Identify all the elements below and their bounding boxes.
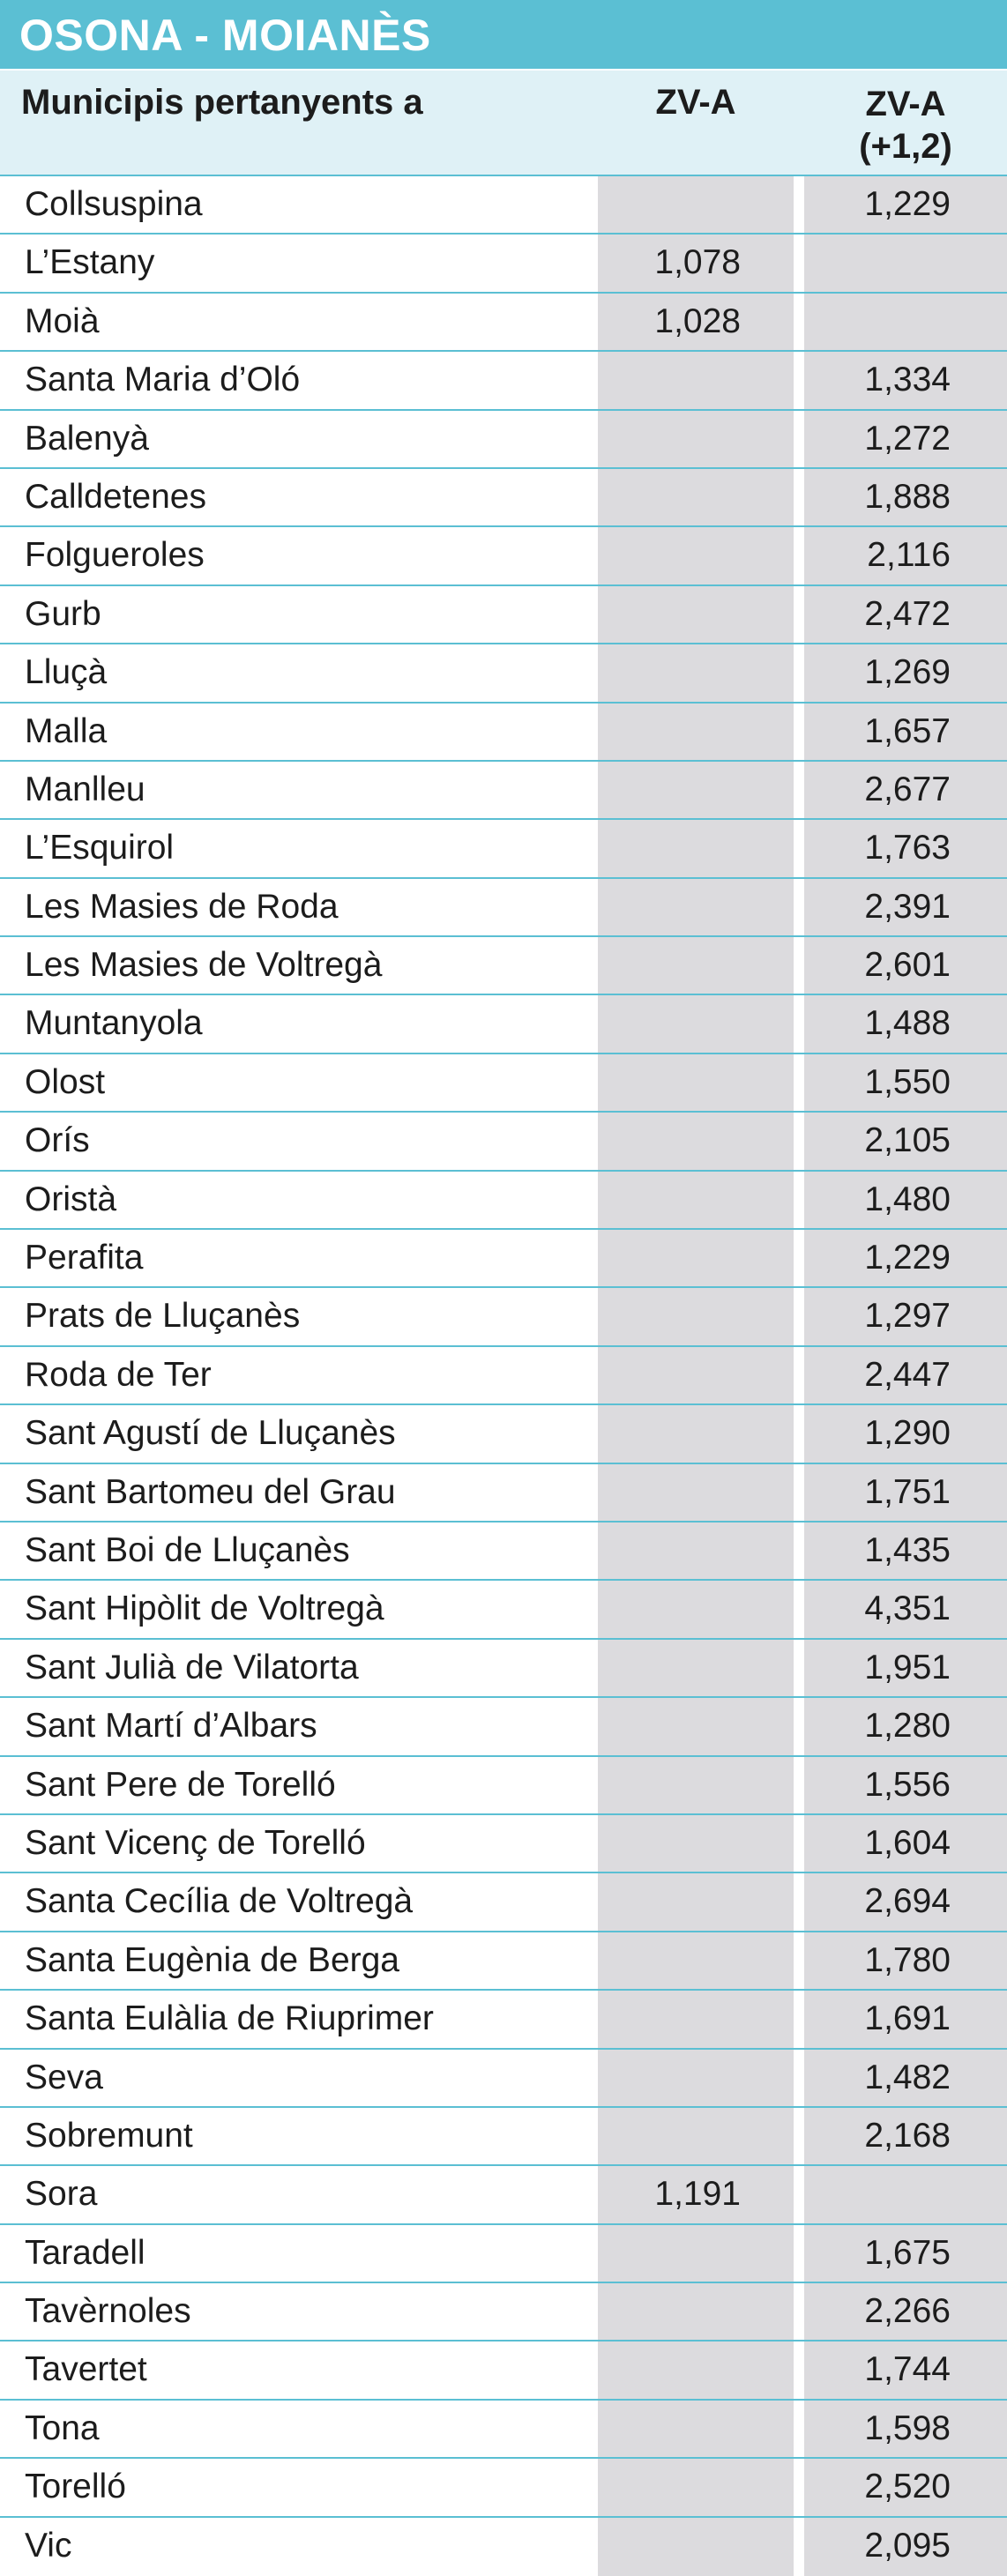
zva-plus-value: 1,691 bbox=[804, 1991, 1007, 2047]
table-row bbox=[0, 1288, 1007, 1346]
municipality-name: Sora bbox=[25, 2175, 98, 2214]
zva-plus-value: 2,391 bbox=[804, 879, 1007, 935]
zva-plus-value: 1,290 bbox=[804, 1405, 1007, 1462]
zva-plus-value: 4,351 bbox=[804, 1581, 1007, 1637]
zva-value bbox=[598, 2401, 794, 2457]
zva-plus-value: 1,297 bbox=[804, 1288, 1007, 1344]
zva-plus-value: 1,763 bbox=[804, 820, 1007, 876]
zva-plus-value: 1,550 bbox=[804, 1054, 1007, 1111]
municipality-name: Santa Cecília de Voltregà bbox=[25, 1882, 414, 1921]
zva-value bbox=[598, 352, 794, 408]
municipality-name: Calldetenes bbox=[25, 477, 206, 516]
table-row bbox=[0, 586, 1007, 644]
zva-plus-value: 1,751 bbox=[804, 1464, 1007, 1521]
zva-plus-value: 2,520 bbox=[804, 2459, 1007, 2515]
zva-plus-value: 2,105 bbox=[804, 1113, 1007, 1169]
municipality-name: Les Masies de Roda bbox=[25, 887, 339, 926]
zva-value bbox=[598, 2459, 794, 2515]
municipality-name: Vic bbox=[25, 2526, 72, 2565]
zva-value bbox=[598, 2108, 794, 2164]
zva-value bbox=[598, 411, 794, 467]
table-row bbox=[0, 704, 1007, 762]
zva-plus-value: 1,888 bbox=[804, 469, 1007, 525]
table-row bbox=[0, 1581, 1007, 1639]
zva-value bbox=[598, 995, 794, 1052]
zva-value bbox=[598, 1464, 794, 1521]
table-row bbox=[0, 2459, 1007, 2517]
table-row bbox=[0, 1640, 1007, 1698]
zva-value bbox=[598, 1873, 794, 1930]
table-row bbox=[0, 1464, 1007, 1523]
zva-value bbox=[598, 2518, 794, 2576]
zva-value bbox=[598, 2283, 794, 2340]
table-row bbox=[0, 469, 1007, 527]
zva-plus-value: 1,482 bbox=[804, 2050, 1007, 2106]
municipality-name: Santa Eugènia de Berga bbox=[25, 1940, 400, 1979]
zva-plus-value: 2,095 bbox=[804, 2518, 1007, 2576]
municipality-name: Moià bbox=[25, 302, 100, 340]
zva-value: 1,078 bbox=[598, 235, 794, 291]
municipality-name: Sobremunt bbox=[25, 2116, 193, 2155]
table-row bbox=[0, 820, 1007, 878]
municipality-name: Gurb bbox=[25, 594, 101, 633]
table-row bbox=[0, 1054, 1007, 1113]
municipality-name: Tona bbox=[25, 2408, 100, 2447]
municipality-name: Oristà bbox=[25, 1180, 117, 1218]
zva-value: 1,191 bbox=[598, 2166, 794, 2222]
zva-value bbox=[598, 586, 794, 643]
municipality-name: Sant Boi de Lluçanès bbox=[25, 1530, 350, 1569]
zva-plus-value: 1,435 bbox=[804, 1523, 1007, 1579]
zva-value bbox=[598, 1932, 794, 1989]
zva-value bbox=[598, 176, 794, 233]
municipality-name: Muntanyola bbox=[25, 1004, 203, 1043]
municipality-name: L’Esquirol bbox=[25, 829, 175, 867]
zva-plus-column-header bbox=[804, 83, 1007, 168]
zva-plus-value: 1,229 bbox=[804, 1230, 1007, 1286]
municipality-name: Roda de Ter bbox=[25, 1355, 212, 1394]
municipality-name: Perafita bbox=[25, 1239, 144, 1277]
zva-plus-value: 1,334 bbox=[804, 352, 1007, 408]
zva-plus-value: 1,229 bbox=[804, 176, 1007, 233]
zva-value bbox=[598, 1581, 794, 1637]
zva-plus-value: 1,657 bbox=[804, 704, 1007, 760]
table-body bbox=[0, 176, 1007, 2576]
table-row bbox=[0, 1172, 1007, 1230]
zva-plus-value: 1,744 bbox=[804, 2341, 1007, 2398]
municipality-name: Sant Bartomeu del Grau bbox=[25, 1472, 396, 1511]
zva-value bbox=[598, 1288, 794, 1344]
table-row bbox=[0, 411, 1007, 469]
table-row bbox=[0, 2401, 1007, 2459]
zva-value bbox=[598, 762, 794, 818]
municipality-name: Sant Hipòlit de Voltregà bbox=[25, 1590, 384, 1628]
zva-plus-value: 1,272 bbox=[804, 411, 1007, 467]
municipality-name: Sant Pere de Torelló bbox=[25, 1765, 336, 1804]
zva-plus-value: 2,168 bbox=[804, 2108, 1007, 2164]
zva-column-header: ZV-A bbox=[655, 83, 736, 122]
table-row bbox=[0, 2283, 1007, 2341]
zva-plus-value bbox=[804, 294, 1007, 350]
zva-plus-value: 1,675 bbox=[804, 2225, 1007, 2282]
zva-value bbox=[598, 1405, 794, 1462]
table-row bbox=[0, 1230, 1007, 1288]
zva-value bbox=[598, 2225, 794, 2282]
zva-value bbox=[598, 469, 794, 525]
table-row bbox=[0, 1113, 1007, 1171]
zva-value bbox=[598, 644, 794, 701]
zva-plus-value: 2,694 bbox=[804, 1873, 1007, 1930]
municipality-name: Olost bbox=[25, 1062, 106, 1101]
municipality-name: Taradell bbox=[25, 2233, 145, 2272]
zva-plus-header-line2: (+1,2) bbox=[859, 127, 952, 166]
table-row bbox=[0, 644, 1007, 703]
table-row bbox=[0, 1991, 1007, 2049]
zva-plus-value: 1,604 bbox=[804, 1815, 1007, 1872]
municipality-name: Orís bbox=[25, 1121, 90, 1160]
municipality-name: Sant Julià de Vilatorta bbox=[25, 1648, 359, 1686]
table-row bbox=[0, 176, 1007, 235]
table-row bbox=[0, 352, 1007, 410]
zva-value bbox=[598, 879, 794, 935]
table-row bbox=[0, 2518, 1007, 2576]
municipality-name: Balenyà bbox=[25, 419, 149, 458]
table-row bbox=[0, 995, 1007, 1053]
municipality-name: Sant Vicenç de Torelló bbox=[25, 1823, 366, 1862]
table-row bbox=[0, 1405, 1007, 1463]
zva-plus-value: 1,480 bbox=[804, 1172, 1007, 1228]
zva-value bbox=[598, 1230, 794, 1286]
zva-value bbox=[598, 1054, 794, 1111]
zva-value bbox=[598, 1523, 794, 1579]
municipality-name: Manlleu bbox=[25, 770, 145, 808]
zva-value bbox=[598, 820, 794, 876]
zva-plus-value: 1,269 bbox=[804, 644, 1007, 701]
zva-plus-header-line1: ZV-A bbox=[865, 85, 946, 123]
table-row bbox=[0, 1873, 1007, 1932]
table-row bbox=[0, 2050, 1007, 2108]
table-row bbox=[0, 527, 1007, 585]
municipality-name: Collsuspina bbox=[25, 185, 203, 223]
zva-plus-value: 2,601 bbox=[804, 937, 1007, 994]
municipality-name: Malla bbox=[25, 711, 108, 750]
zva-value bbox=[598, 1113, 794, 1169]
zva-plus-value: 2,447 bbox=[804, 1347, 1007, 1403]
zva-plus-value: 1,280 bbox=[804, 1698, 1007, 1754]
zva-plus-value: 2,266 bbox=[804, 2283, 1007, 2340]
zva-plus-value: 1,951 bbox=[804, 1640, 1007, 1696]
zva-value bbox=[598, 1815, 794, 1872]
zva-plus-value: 1,556 bbox=[804, 1757, 1007, 1813]
municipality-column-header: Municipis pertanyents a bbox=[21, 83, 423, 122]
table-row bbox=[0, 2341, 1007, 2400]
municipality-name: Torelló bbox=[25, 2468, 126, 2506]
table-row bbox=[0, 1523, 1007, 1581]
municipality-name: Sant Martí d’Albars bbox=[25, 1707, 317, 1746]
zva-value bbox=[598, 1172, 794, 1228]
table-row bbox=[0, 762, 1007, 820]
zva-value bbox=[598, 1698, 794, 1754]
zva-plus-value: 1,488 bbox=[804, 995, 1007, 1052]
table-title: OSONA - MOIANÈS bbox=[0, 0, 1007, 71]
zva-value: 1,028 bbox=[598, 294, 794, 350]
zva-plus-value: 1,780 bbox=[804, 1932, 1007, 1989]
municipality-name: Seva bbox=[25, 2058, 103, 2096]
municipality-name: Les Masies de Voltregà bbox=[25, 946, 383, 985]
table-row bbox=[0, 1757, 1007, 1815]
zva-value bbox=[598, 527, 794, 584]
municipality-name: Santa Eulàlia de Riuprimer bbox=[25, 1999, 434, 2038]
table-row bbox=[0, 879, 1007, 937]
municipality-name: Tavertet bbox=[25, 2350, 147, 2389]
zva-value bbox=[598, 1757, 794, 1813]
table-row bbox=[0, 1815, 1007, 1873]
table-row bbox=[0, 2166, 1007, 2224]
table-row bbox=[0, 235, 1007, 293]
table-row bbox=[0, 2225, 1007, 2283]
municipality-name: L’Estany bbox=[25, 243, 155, 282]
zva-value bbox=[598, 1347, 794, 1403]
table-row bbox=[0, 2108, 1007, 2166]
zva-plus-value: 1,598 bbox=[804, 2401, 1007, 2457]
zva-value bbox=[598, 1991, 794, 2047]
zva-value bbox=[598, 704, 794, 760]
municipality-name: Folgueroles bbox=[25, 536, 205, 575]
zva-plus-value: 2,677 bbox=[804, 762, 1007, 818]
municipality-name: Santa Maria d’Oló bbox=[25, 361, 301, 399]
table-row bbox=[0, 937, 1007, 995]
municipality-name: Prats de Lluçanès bbox=[25, 1297, 301, 1336]
zva-value bbox=[598, 937, 794, 994]
zva-plus-value bbox=[804, 235, 1007, 291]
zva-value bbox=[598, 2050, 794, 2106]
zva-plus-value: 2,116 bbox=[804, 527, 1007, 584]
zva-plus-value bbox=[804, 2166, 1007, 2222]
zva-plus-value: 2,472 bbox=[804, 586, 1007, 643]
table-row bbox=[0, 1698, 1007, 1756]
municipality-name: Tavèrnoles bbox=[25, 2292, 191, 2331]
municipality-name: Lluçà bbox=[25, 653, 108, 692]
table-header bbox=[0, 71, 1007, 176]
table-row bbox=[0, 1932, 1007, 1991]
municipality-name: Sant Agustí de Lluçanès bbox=[25, 1414, 396, 1453]
zva-value bbox=[598, 2341, 794, 2398]
table-row bbox=[0, 1347, 1007, 1405]
zva-value bbox=[598, 1640, 794, 1696]
table-row bbox=[0, 294, 1007, 352]
